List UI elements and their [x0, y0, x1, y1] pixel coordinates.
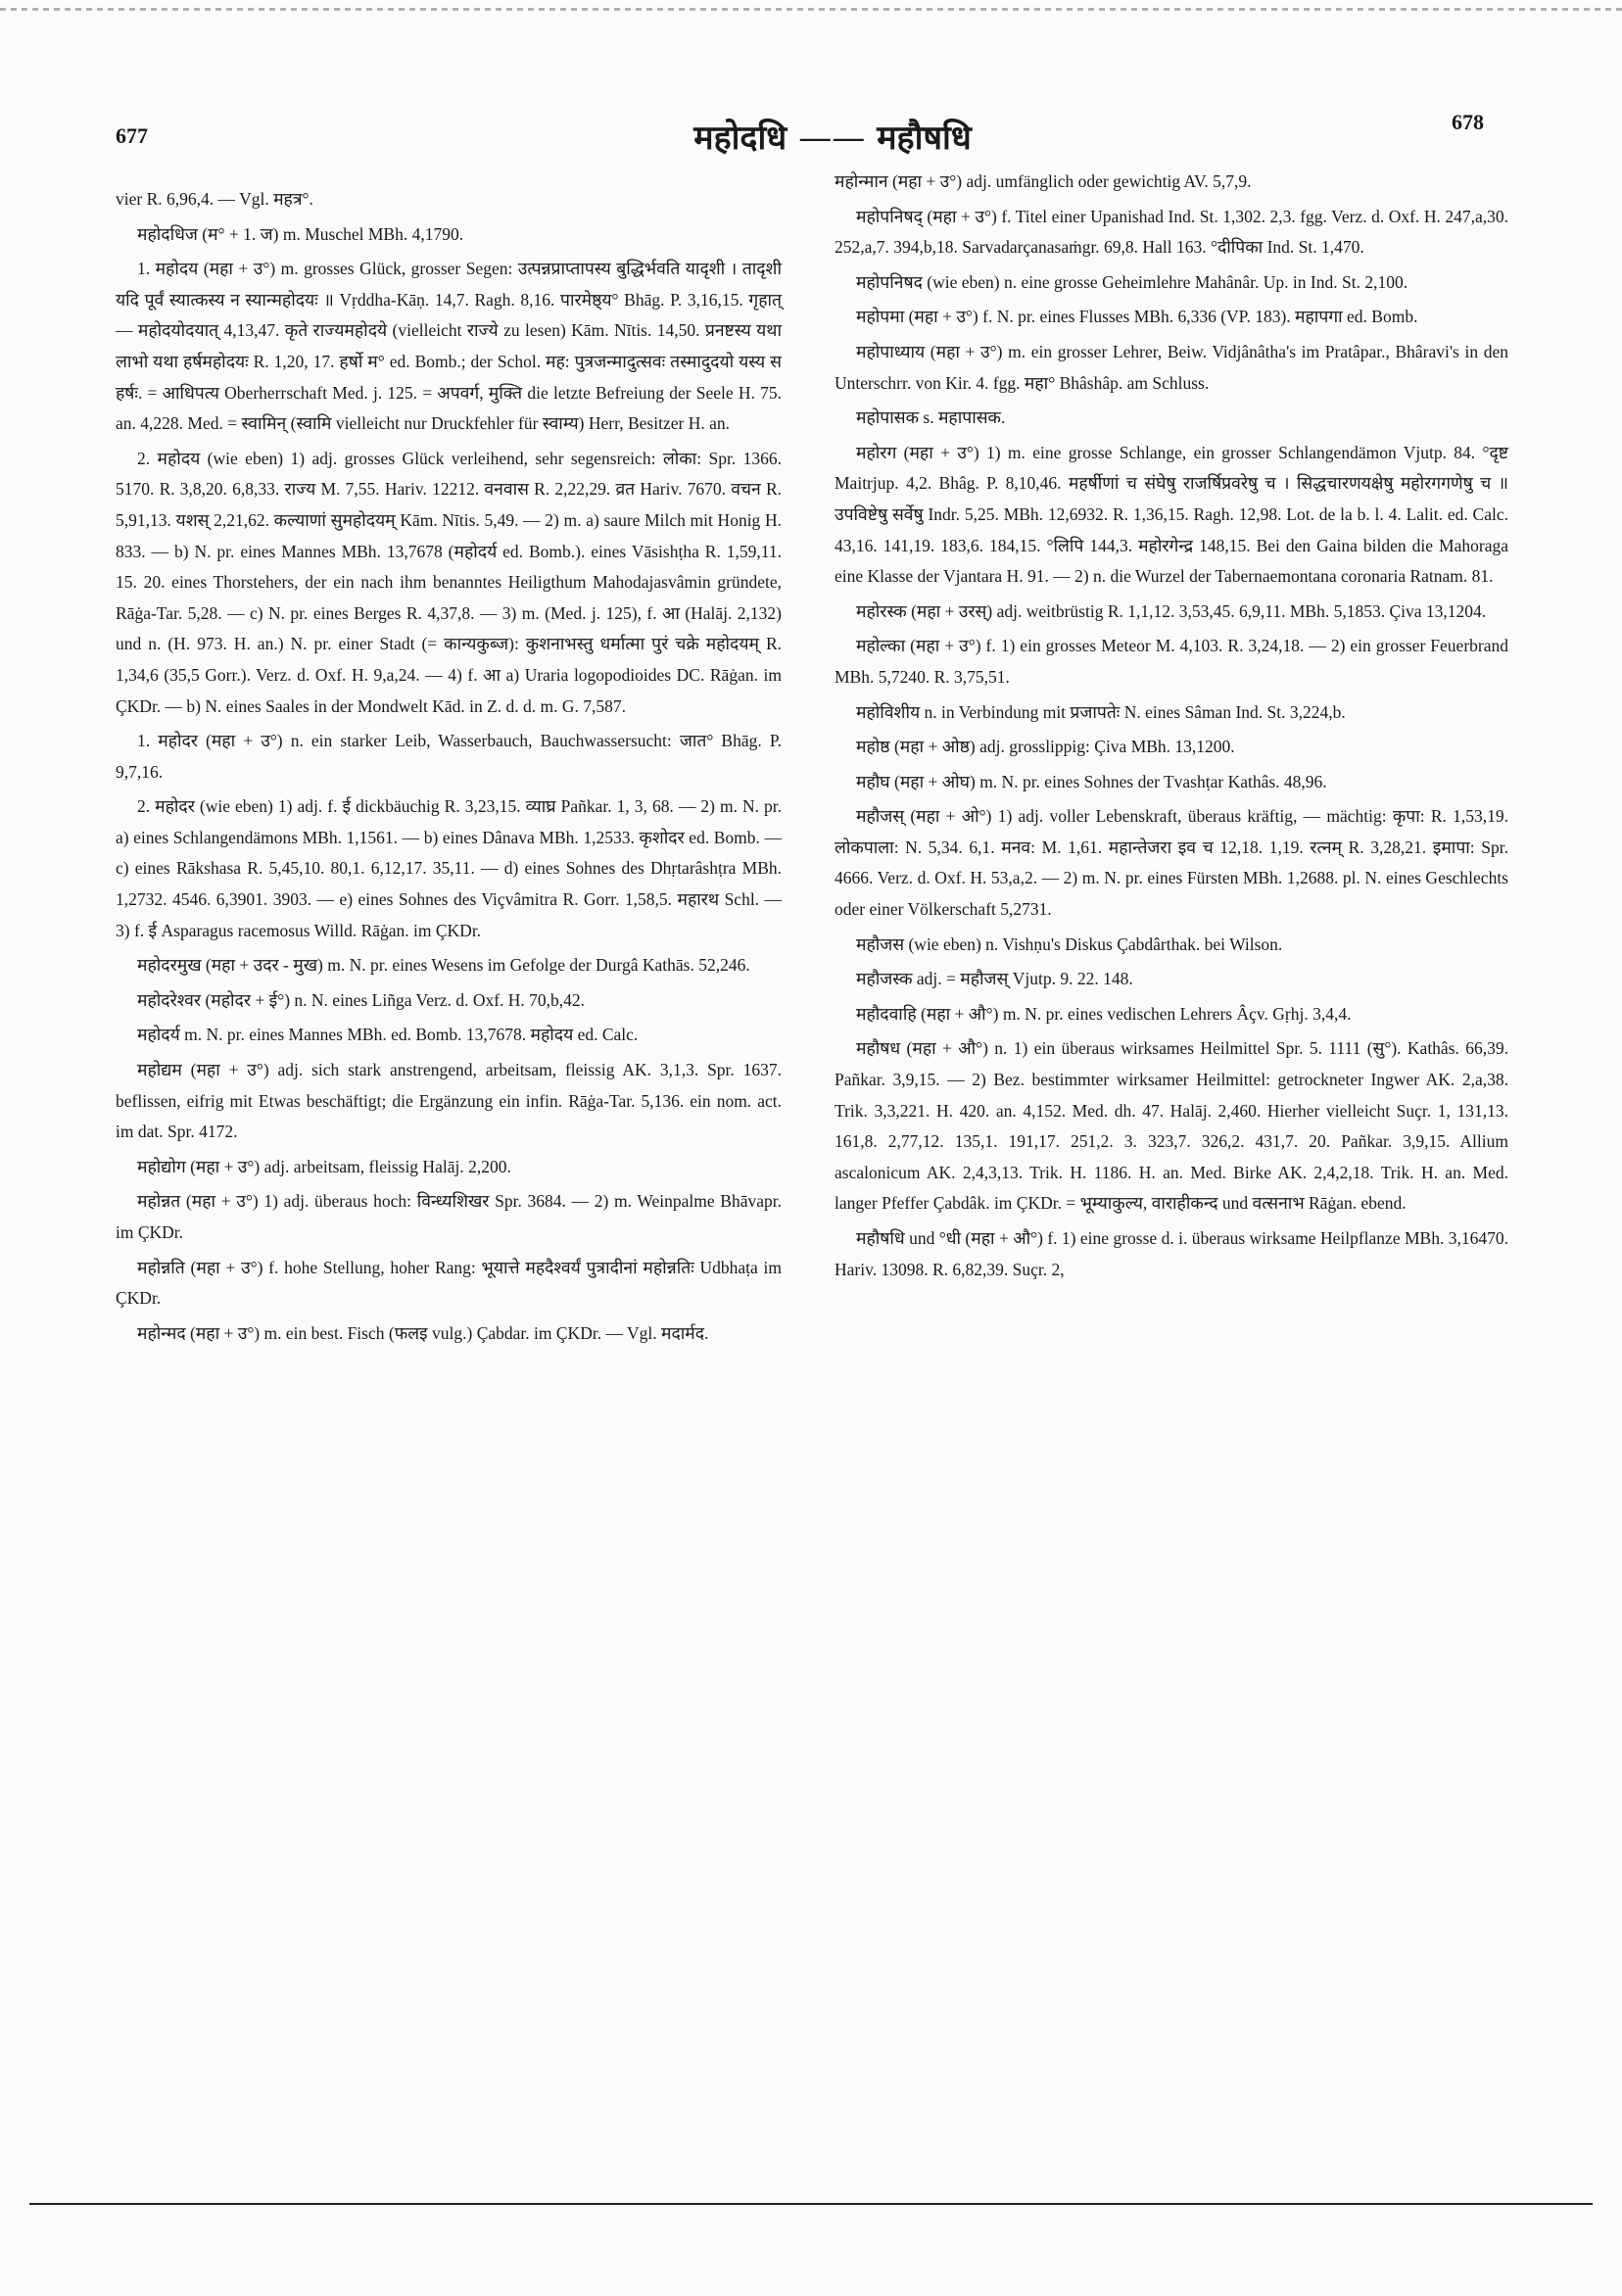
- dictionary-entry: महोष्ठ (महा + ओष्ठ) adj. grosslippig: Çiva MBh. 13,1200.: [856, 737, 1235, 757]
- dictionary-entry: महोदर्य m. N. pr. eines Mannes MBh. ed. Bomb. 13,7678. महोदय ed. Calc.: [137, 1025, 639, 1045]
- dictionary-entry: 1. महोदर (महा + उ°) n. ein starker Leib, Wasserbauch, Bauchwassersucht: जात° Bhāg. P. 9,7,16.: [116, 731, 782, 782]
- header-separator: ——: [798, 119, 866, 158]
- headword-right: महौषधि: [877, 119, 972, 158]
- dictionary-entry: महोरग (महा + उ°) 1) m. eine grosse Schlange, ein grosser Schlangendämon Vjutp. 84. °दृष्ट Maitrjup. 4,2. Bhâg. P. 8,10,46. महर्षीणां च संघेषु राजर्षिप्रवरेषु च । सिद्धचारणयक्षेषु महोरगगणेषु च ॥ उपविष्टेषु सर्वेषु Indr. 5,25. MBh. 12,6932. R. 1,36,15. Ragh. 12,98. Lot. de la b. l. 4. Lalit. ed. Calc. 43,16. 141,19. 183,6. 184,15. °लिपि 144,3. महोरगेन्द्र 148,15. Bei den Gaina bilden die Mahoraga eine Klasse der Vjantara H. 91. — 2) n. die Wurzel der Tabernaemontana coronaria Ratnam. 81.: [835, 442, 1508, 587]
- dictionary-entry: महोन्मान (महा + उ°) adj. umfänglich oder gewichtig AV. 5,7,9.: [835, 171, 1252, 191]
- dictionary-entry: महौदवाहि (महा + औ°) m. N. pr. eines vedischen Lehrers Âçv. Gṛhj. 3,4,4.: [856, 1003, 1352, 1024]
- dictionary-entry: महोद्योग (महा + उ°) adj. arbeitsam, fleissig Halāj. 2,200.: [137, 1156, 511, 1176]
- dictionary-entry: महोरस्क (महा + उरस्) adj. weitbrüstig R. 1,1,12. 3,53,45. 6,9,11. MBh. 5,1853. Çiva 13,1204.: [856, 600, 1487, 621]
- dictionary-entry: महोपनिषद् (महा + उ°) f. Titel einer Upanishad Ind. St. 1,302. 2,3. fgg. Verz. d. Oxf. H. 247,a,30. 252,a,7. 394,b,18. Sarvadarçanasaṁgr. 69,8. Hall 163. °दीपिका Ind. St. 1,470.: [835, 206, 1508, 258]
- dictionary-entry: महोदरेश्वर (महोदर + ई°) n. N. eines Liñga Verz. d. Oxf. H. 70,b,42.: [137, 989, 586, 1010]
- page-number-right: 678: [1452, 110, 1484, 134]
- page-number-left: 677: [116, 123, 148, 148]
- dictionary-entry: महोन्नत (महा + उ°) 1) adj. überaus hoch: विन्ध्यशिखर Spr. 3684. — 2) m. Weinpalme Bhāvapr. im ÇKDr.: [116, 1191, 782, 1242]
- dictionary-entry: महोदधिज (म° + 1. ज) m. Muschel MBh. 4,1790.: [137, 223, 464, 244]
- dictionary-entry: महोपासक s. महापासक.: [856, 407, 1006, 428]
- dictionary-entry: महोपनिषद (wie eben) n. eine grosse Geheimlehre Mahânâr. Up. in Ind. St. 2,100.: [856, 271, 1408, 292]
- running-header: [627, 114, 1038, 159]
- dictionary-entry: महोपमा (महा + उ°) f. N. pr. eines Flusses MBh. 6,336 (VP. 183). महापगा ed. Bomb.: [856, 307, 1418, 327]
- dictionary-entry: महोपाध्याय (महा + उ°) m. ein grosser Lehrer, Beiw. Vidjânâtha's im Pratâpar., Bhâravi's in den Unterschrr. von Kir. 4. fgg. महा° Bhâshâp. am Schluss.: [835, 341, 1508, 393]
- dictionary-entry: 2. महोदय (wie eben) 1) adj. grosses Glück verleihend, sehr segensreich: लोका: Spr. 1366. 5170. R. 3,8,20. 6,8,33. राज्य M. 7,55. Hariv. 12212. वनवास R. 2,22,29. व्रत Hariv. 7670. वचन R. 5,91,13. यशस् 2,21,62. कल्याणां सुमहोदयम् Kām. Nītis. 5,49. — 2) m. a) saure Milch mit Honig H. 833. — b) N. pr. eines Mannes MBh. 13,7678 (महोदर्य ed. Bomb.). eines Vāsishṭha R. 1,59,11. 15. 20. eines Thorstehers, der ein nach ihm benanntes Heiligthum Mahodajasvâmin gründete, Rāġa-Tar. 5,28. — c) N. pr. eines Berges R. 4,37,8. — 3) m. (Med. j. 125), f. आ (Halāj. 2,132) und n. (H. 973. H. an.) N. pr. einer Stadt (= कान्यकुब्ज): कुशनाभस्तु धर्मात्मा पुरं चक्रे महोदयम् R. 1,34,6 (35,5 Gorr.). Verz. d. Oxf. H. 9,a,24. — 4) f. आ a) Uraria logopodioides DC. Rāġan. im ÇKDr. — b) N. eines Saales in der Mondwelt Kād. in Z. d. d. m. G. 7,587.: [116, 448, 782, 716]
- dictionary-entry: 1. महोदय (महा + उ°) m. grosses Glück, grosser Segen: उत्पन्नप्राप्तापस्य बुद्धिर्भवति यादृशी । तादृशी यदि पूर्वं स्यात्कस्य न स्यान्महोदयः ॥ Vṛddha-Kāṇ. 14,7. Ragh. 8,16. पारमेष्ठ्य° Bhāg. P. 3,16,15. गृहात् — महोदयोदयात् 4,13,47. कृते राज्यमहोदये (vielleicht राज्ये zu lesen) Kām. Nītis. 14,50. प्रनष्टस्य यथा लाभो यथा हर्षमहोदयः R. 1,20, 17. हर्षो म° ed. Bomb.; der Schol. मह: पुत्रजन्मादुत्सवः तस्मादुदयो यस्य स हर्षः. = आधिपत्य Oberherrschaft Med. j. 125. = अपवर्ग, मुक्ति die letzte Befreiung der Seele H. 75. an. 4,228. Med. = स्वामिन् (स्वामि vielleicht nur Druckfehler für स्वाम्य) Herr, Besitzer H. an.: [116, 259, 782, 434]
- right-column: [835, 167, 1508, 1289]
- dictionary-entry: महोद्यम (महा + उ°) adj. sich stark anstrengend, arbeitsam, fleissig AK. 3,1,3. Spr. 1637. beflissen, eifrig mit Etwas beschäftigt; die Ergänzung ein infin. Rāġa-Tar. 5,136. ein nom. act. im dat. Spr. 4172.: [116, 1060, 782, 1142]
- left-column: [116, 184, 782, 1353]
- headword-left: महोदधि: [693, 119, 787, 158]
- dictionary-entry: 2. महोदर (wie eben) 1) adj. f. ई dickbäuchig R. 3,23,15. व्याघ्र Pañkar. 1, 3, 68. — 2) m. N. pr. a) eines Schlangendämons MBh. 1,1561. — b) eines Dânava MBh. 1,2533. कृशोदर ed. Bomb. — c) eines Rākshasa R. 5,45,10. 80,1. 6,12,17. 35,11. — d) eines Sohnes des Dhṛtarâshṭra MBh. 1,2732. 4546. 6,3901. 3903. — e) eines Sohnes des Viçvâmitra R. Gorr. 1,58,5. महारथ Schl. — 3) f. ई Asparagus racemosus Willd. Rāġan. im ÇKDr.: [116, 796, 782, 940]
- dictionary-entry: महौजस्क adj. = महौजस् Vjutp. 9. 22. 148.: [856, 969, 1133, 989]
- dictionary-entry: महोविशीय n. in Verbindung mit प्रजापतेः N. eines Sâman Ind. St. 3,224,b.: [856, 701, 1346, 722]
- dictionary-entry: महौषध (महा + औ°) n. 1) ein überaus wirksames Heilmittel Spr. 5. 1111 (सु°). Kathâs. 66,39. Pañkar. 3,9,15. — 2) Bez. bestimmter wirksamer Heilmittel: getrockneter Ingwer AK. 2,a,38. Trik. 3,3,221. H. 420. an. 4,152. Med. dh. 47. Halāj. 2,460. Hierher vielleicht Suçr. 1, 131,13. 161,8. 2,77,12. 135,1. 191,17. 251,2. 3. 323,7. 326,2. 431,7. 20. Pañkar. 3,9,15. Allium ascalonicum AK. 2,4,3,13. Trik. H. 1186. H. an. Med. Birke AK. 2,4,2,18. Trik. H. an. Med. langer Pfeffer Çabdâk. im ÇKDr. = भूम्याकुल्य, वाराहीकन्द und वत्सनाभ Rāġan. ebend.: [835, 1038, 1508, 1214]
- dictionary-entry: महोन्नति (महा + उ°) f. hohe Stellung, hoher Rang: भूयात्ते महदैश्वर्यं पुत्रादीनां महोन्नतिः Udbhaṭa im ÇKDr.: [116, 1257, 782, 1309]
- dictionary-entry: महोदरमुख (महा + उदर - मुख) m. N. pr. eines Wesens im Gefolge der Durgâ Kathās. 52,246.: [137, 955, 750, 976]
- bottom-rule: [29, 2203, 1593, 2205]
- dictionary-entry: महौजस् (महा + ओ°) 1) adj. voller Lebenskraft, überaus kräftig, — mächtig: कृपा: R. 1,53,19. लोकपाला: N. 5,34. 6,1. मनव: M. 1,61. महान्तेजरा इव च 12,18. 1,19. रत्नम् R. 3,28,21. इमापा: Spr. 4666. Verz. d. Oxf. H. 53,a,2. — 2) m. N. pr. eines Fürsten MBh. 1,2688. pl. N. eines Geschlechts oder einer Völkerschaft 5,2731.: [835, 806, 1508, 920]
- dictionary-entry: महौघ (महा + ओघ) m. N. pr. eines Sohnes der Tvashṭar Kathâs. 48,96.: [856, 771, 1327, 791]
- dictionary-entry: महोन्मद (महा + उ°) m. ein best. Fisch (फलइ vulg.) Çabdar. im ÇKDr. — Vgl. मदार्मद.: [137, 1322, 709, 1343]
- scan-top-edge: [0, 8, 1622, 11]
- dictionary-entry: महौजस (wie eben) n. Vishṇu's Diskus Çabdârthak. bei Wilson.: [856, 933, 1283, 954]
- dictionary-entry: महौषधि und °धी (महा + औ°) f. 1) eine grosse d. i. überaus wirksame Heilpflanze MBh. 3,16470. Hariv. 13098. R. 6,82,39. Suçr. 2,: [835, 1228, 1508, 1279]
- dictionary-entry: महोल्का (महा + उ°) f. 1) ein grosses Meteor M. 4,103. R. 3,24,18. — 2) ein grosser Feuerbrand MBh. 5,7240. R. 3,75,51.: [835, 636, 1508, 687]
- dictionary-entry: vier R. 6,96,4. — Vgl. महत्र°.: [116, 189, 313, 209]
